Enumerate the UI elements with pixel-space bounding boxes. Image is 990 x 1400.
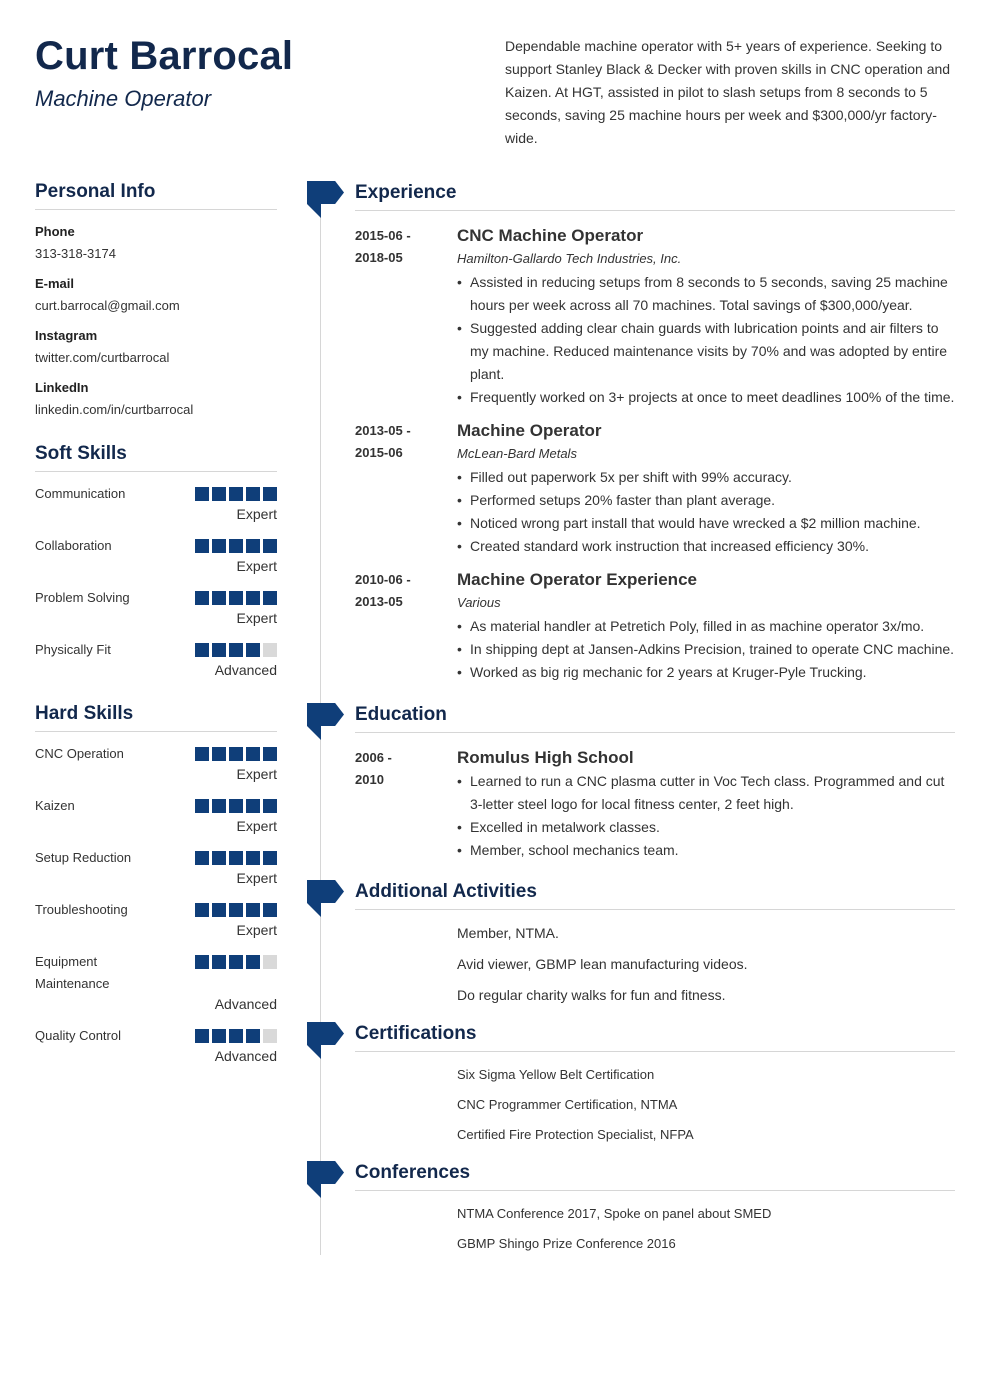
list-item: GBMP Shingo Prize Conference 2016: [457, 1236, 676, 1251]
info-value: linkedin.com/in/curtbarrocal: [35, 402, 194, 417]
rating-dot-filled: [195, 747, 209, 761]
skill-item: [35, 743, 277, 785]
entry-company: Various: [457, 595, 501, 610]
personal-info-heading: Personal Info: [35, 181, 277, 210]
entry-title: Machine Operator Experience: [457, 570, 697, 589]
certifications-section: [307, 1022, 955, 1150]
education-heading: Education: [355, 704, 447, 725]
list-item: CNC Programmer Certification, NTMA: [457, 1097, 678, 1112]
experience-entry: [307, 224, 955, 409]
skill-row: [35, 639, 277, 661]
bullet-list: [457, 466, 955, 558]
rating-dot-filled: [263, 903, 277, 917]
bullet-item: • Frequently worked on 3+ projects at once to meet deadlines 100% of the time.: [457, 386, 955, 409]
list-item: Do regular charity walks for fun and fitness.: [457, 987, 726, 1003]
info-item-email: [35, 273, 277, 317]
rating-dot-filled: [212, 903, 226, 917]
info-item-linkedin: [35, 377, 277, 421]
date-end: 2013-05: [355, 594, 403, 609]
section-flag-icon: [307, 181, 344, 204]
entry-date: [355, 225, 435, 269]
skill-name: Problem Solving: [35, 590, 130, 605]
section-divider: [355, 1190, 955, 1191]
section-flag-icon: [307, 1022, 344, 1045]
skill-level: Expert: [236, 922, 277, 938]
activities-section: [307, 880, 955, 1011]
info-value: 313-318-3174: [35, 246, 116, 261]
skill-row: [35, 847, 277, 869]
rating-dot-filled: [246, 799, 260, 813]
bullet-list: [457, 271, 955, 409]
skill-rating: [195, 743, 277, 761]
skill-rating: [195, 535, 277, 553]
rating-dot-filled: [195, 591, 209, 605]
rating-dot-filled: [212, 747, 226, 761]
rating-dot-filled: [195, 955, 209, 969]
entry-date: [355, 420, 435, 464]
info-label: Instagram: [35, 328, 98, 343]
section-flag-tail: [307, 204, 321, 218]
skill-name: Quality Control: [35, 1028, 121, 1043]
skill-level: Advanced: [214, 996, 277, 1012]
skill-name: Troubleshooting: [35, 902, 128, 917]
rating-dot-filled: [263, 799, 277, 813]
list-item: Six Sigma Yellow Belt Certification: [457, 1067, 655, 1082]
section-divider: [355, 909, 955, 910]
skill-row: [35, 899, 277, 921]
activities-list: [307, 918, 955, 1011]
rating-dot-filled: [229, 903, 243, 917]
rating-dot-filled: [246, 539, 260, 553]
rating-dot-filled: [246, 487, 260, 501]
bullet-item: • Performed setups 20% faster than plant average.: [457, 489, 955, 512]
skill-item: [35, 535, 277, 577]
skill-name: Collaboration: [35, 538, 112, 553]
job-title: Machine Operator: [35, 86, 212, 111]
section-divider: [355, 210, 955, 211]
section-header: [307, 181, 955, 219]
rating-dot-filled: [263, 747, 277, 761]
rating-dot-filled: [229, 539, 243, 553]
skill-rating: [195, 587, 277, 605]
entry-company: Hamilton-Gallardo Tech Industries, Inc.: [457, 251, 682, 266]
skill-name: Equipment Maintenance: [35, 954, 110, 991]
sidebar: [35, 181, 277, 1089]
date-end: 2015-06: [355, 445, 403, 460]
bullet-item: • Created standard work instruction that increased efficiency 30%.: [457, 535, 955, 558]
bullet-list: [457, 615, 955, 684]
bullet-item: • Excelled in metalwork classes.: [457, 816, 955, 839]
section-flag-tail: [307, 1045, 321, 1059]
section-header: [307, 1161, 955, 1199]
skill-item: [35, 587, 277, 629]
info-label: E-mail: [35, 276, 75, 291]
rating-dot-filled: [229, 1029, 243, 1043]
rating-dot-filled: [195, 643, 209, 657]
skill-rating: [195, 1025, 277, 1043]
skill-rating: [195, 639, 277, 657]
rating-dot-filled: [212, 851, 226, 865]
entry-date: [355, 569, 435, 613]
rating-dot-filled: [195, 799, 209, 813]
skill-row: [35, 587, 277, 609]
rating-dot-filled: [212, 799, 226, 813]
rating-dot-filled: [229, 487, 243, 501]
info-label: Phone: [35, 224, 75, 239]
bullet-item: • Suggested adding clear chain guards with lubrication points and air filters to my machine. Reduced maintenance visits by 70% and was adopted by entire plant.: [457, 317, 955, 386]
rating-dot-filled: [246, 955, 260, 969]
info-value: twitter.com/curtbarrocal: [35, 350, 170, 365]
rating-dot-filled: [246, 903, 260, 917]
rating-dot-filled: [212, 539, 226, 553]
rating-dot-filled: [246, 1029, 260, 1043]
section-flag-tail: [307, 726, 321, 740]
skill-item: [35, 795, 277, 837]
skill-row: [35, 951, 277, 995]
rating-dot-filled: [212, 955, 226, 969]
bullet-list: [457, 770, 955, 862]
rating-dot-filled: [263, 539, 277, 553]
entry-title: Romulus High School: [457, 748, 634, 767]
section-divider: [355, 732, 955, 733]
skill-row: [35, 743, 277, 765]
skill-name: Setup Reduction: [35, 850, 132, 865]
rating-dot-filled: [212, 643, 226, 657]
rating-dot-filled: [263, 487, 277, 501]
rating-dot-filled: [212, 1029, 226, 1043]
soft-skills-list: [35, 483, 277, 681]
skill-level: Expert: [236, 870, 277, 886]
rating-dot-filled: [195, 539, 209, 553]
skill-row: [35, 795, 277, 817]
skill-rating: [195, 795, 277, 813]
skill-name: Communication: [35, 486, 126, 501]
info-item-phone: [35, 221, 277, 265]
rating-dot-filled: [246, 591, 260, 605]
skill-level: Expert: [236, 610, 277, 626]
section-header: [307, 880, 955, 918]
skill-name: Kaizen: [35, 798, 75, 813]
bullet-item: • Learned to run a CNC plasma cutter in Voc Tech class. Programmed and cut 3-letter steel logo for local fitness center, 2 feet high.: [457, 770, 955, 816]
list-item: Certified Fire Protection Specialist, NFPA: [457, 1127, 694, 1142]
rating-dot-filled: [195, 1029, 209, 1043]
conferences-section: [307, 1161, 955, 1259]
skill-level: Expert: [236, 766, 277, 782]
skill-row: [35, 1025, 277, 1047]
skill-row: [35, 483, 277, 505]
section-header: [307, 1022, 955, 1060]
section-flag-icon: [307, 880, 344, 903]
skill-item: [35, 1025, 277, 1067]
rating-dot-filled: [246, 851, 260, 865]
hard-skills-section: [35, 703, 277, 1067]
rating-dot-filled: [246, 747, 260, 761]
education-entry: [307, 746, 955, 862]
rating-dot-filled: [263, 851, 277, 865]
experience-heading: Experience: [355, 182, 457, 203]
section-divider: [355, 1051, 955, 1052]
skill-item: [35, 847, 277, 889]
rating-dot-filled: [229, 799, 243, 813]
bullet-item: • As material handler at Petretich Poly, filled in as machine operator 3x/mo.: [457, 615, 955, 638]
info-value: curt.barrocal@gmail.com: [35, 298, 180, 313]
skill-name: CNC Operation: [35, 746, 124, 761]
skill-name: Physically Fit: [35, 642, 111, 657]
rating-dot-filled: [195, 903, 209, 917]
info-item-instagram: [35, 325, 277, 369]
skill-level: Expert: [236, 506, 277, 522]
rating-dot-filled: [212, 591, 226, 605]
info-label: LinkedIn: [35, 380, 89, 395]
bullet-item: • Member, school mechanics team.: [457, 839, 955, 862]
bullet-item: • Noticed wrong part install that would have wrecked a $2 million machine.: [457, 512, 955, 535]
skill-level: Advanced: [214, 1048, 277, 1064]
certifications-list: [307, 1060, 955, 1150]
summary: Dependable machine operator with 5+ years of experience. Seeking to support Stanley Black & Decker with proven skills in CNC operation and Kaizen. At HGT, assisted in pilot to slash setups from 8 seconds to 5 seconds, saving 25 machine hours per week and $300,000/yr factory-wide.: [505, 38, 951, 146]
skill-level: Expert: [236, 818, 277, 834]
rating-dot-filled: [263, 591, 277, 605]
hard-skills-list: [35, 743, 277, 1067]
list-item: Member, NTMA.: [457, 925, 559, 941]
entry-company: McLean-Bard Metals: [457, 446, 577, 461]
rating-dot-filled: [229, 955, 243, 969]
soft-skills-heading: Soft Skills: [35, 443, 277, 472]
section-flag-tail: [307, 1184, 321, 1198]
skill-rating: [195, 951, 277, 969]
rating-dot-filled: [229, 851, 243, 865]
skill-row: [35, 535, 277, 557]
rating-dot-filled: [229, 643, 243, 657]
entry-title: Machine Operator: [457, 421, 602, 440]
rating-dot-empty: [263, 1029, 277, 1043]
date-start: 2015-06 -: [355, 228, 411, 243]
date-start: 2010-06 -: [355, 572, 411, 587]
bullet-item: • In shipping dept at Jansen-Adkins Precision, trained to operate CNC machine.: [457, 638, 955, 661]
skill-rating: [195, 899, 277, 917]
rating-dot-filled: [229, 591, 243, 605]
skill-item: [35, 483, 277, 525]
rating-dot-empty: [263, 643, 277, 657]
candidate-name: Curt Barrocal: [35, 34, 294, 78]
date-start: 2006 -: [355, 750, 392, 765]
skill-level: Advanced: [214, 662, 277, 678]
skill-item: [35, 899, 277, 941]
section-flag-icon: [307, 703, 344, 726]
soft-skills-section: [35, 443, 277, 681]
skill-item: [35, 951, 277, 1015]
activities-heading: Additional Activities: [355, 881, 537, 902]
skill-rating: [195, 847, 277, 865]
section-flag-tail: [307, 903, 321, 917]
bullet-item: • Worked as big rig mechanic for 2 years at Kruger-Pyle Trucking.: [457, 661, 955, 684]
certifications-heading: Certifications: [355, 1023, 477, 1044]
education-section: [307, 703, 955, 872]
hard-skills-heading: Hard Skills: [35, 703, 277, 732]
education-entries: [307, 746, 955, 862]
skill-level: Expert: [236, 558, 277, 574]
rating-dot-filled: [195, 487, 209, 501]
experience-entries: [307, 224, 955, 684]
experience-entry: [307, 419, 955, 558]
conferences-heading: Conferences: [355, 1162, 471, 1183]
section-header: [307, 703, 955, 741]
entry-title: CNC Machine Operator: [457, 226, 644, 245]
date-end: 2018-05: [355, 250, 403, 265]
section-flag-icon: [307, 1161, 344, 1184]
list-item: NTMA Conference 2017, Spoke on panel about SMED: [457, 1206, 772, 1221]
date-start: 2013-05 -: [355, 423, 411, 438]
bullet-item: • Filled out paperwork 5x per shift with 99% accuracy.: [457, 466, 955, 489]
experience-entry: [307, 568, 955, 684]
rating-dot-filled: [229, 747, 243, 761]
conferences-list: [307, 1199, 955, 1259]
entry-date: [355, 747, 435, 791]
date-end: 2010: [355, 772, 384, 787]
skill-rating: [195, 483, 277, 501]
personal-info-section: [35, 181, 277, 421]
rating-dot-empty: [263, 955, 277, 969]
skill-item: [35, 639, 277, 681]
bullet-item: • Assisted in reducing setups from 8 seconds to 5 seconds, saving 25 machine hours per week across all 70 machines. Total savings of $300,000/year.: [457, 271, 955, 317]
rating-dot-filled: [195, 851, 209, 865]
rating-dot-filled: [212, 487, 226, 501]
rating-dot-filled: [246, 643, 260, 657]
list-item: Avid viewer, GBMP lean manufacturing videos.: [457, 956, 748, 972]
experience-section: [307, 181, 955, 694]
